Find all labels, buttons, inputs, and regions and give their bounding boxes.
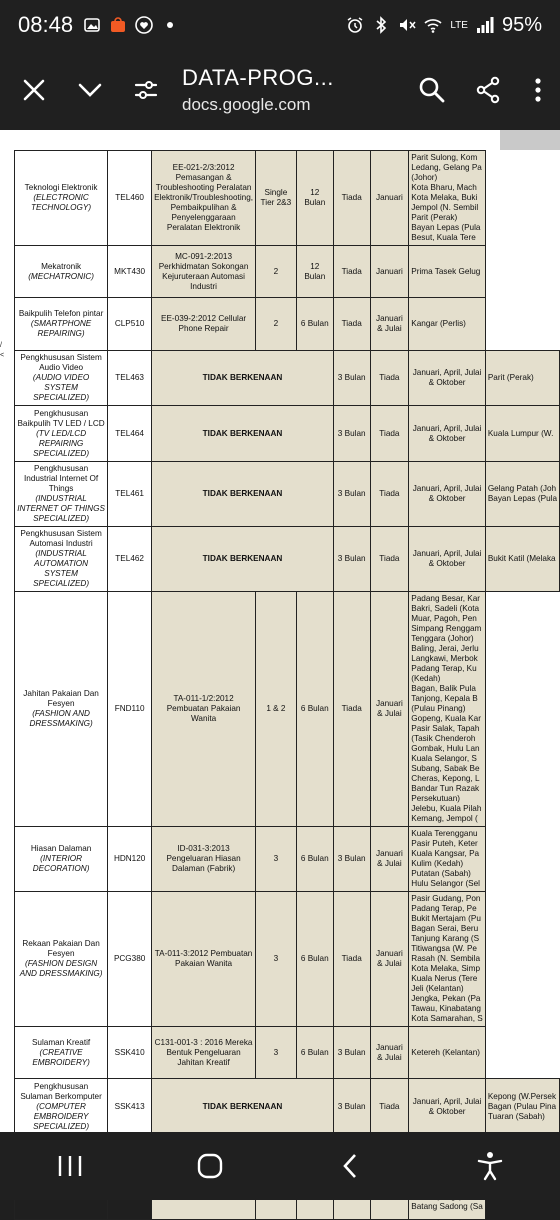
bluetooth-icon [372,16,390,34]
location-item: (Johor) [411,173,438,182]
duration-cell: 6 Bulan [296,1027,333,1079]
course-code-cell: FND110 [108,592,152,827]
location-item: Kepong (W.Persek [487,1091,557,1101]
course-name-cell [15,246,108,298]
standard-cell: EE-021-2/3:2012 Pemasangan & Troubleshooting Peralatan Elektronik/Troubleshooting, Pembaikpulihan & Penyelenggaraan Peralatan Elektronik [152,151,256,246]
course-code-cell: TEL461 [108,462,152,527]
course-name-cell [15,592,108,827]
course-name: Teknologi Elektronik [24,183,98,192]
location-item: Parit (Perak) [411,213,458,222]
table-row [15,351,560,406]
location-item: Bagan, Balik Pula [411,684,476,693]
back-icon [340,1152,360,1180]
wifi-icon [424,16,442,34]
course-name: Rekaan Pakaian Dan Fesyen [22,939,100,958]
table-row [15,592,560,827]
table-row [15,462,560,527]
page-title: DATA-PROG... [182,65,334,90]
level-cell: 3 [256,827,297,892]
location-item: Bandar Tun Razak [411,784,480,793]
course-name-en: (AUDIO VIDEO SYSTEM SPECIALIZED) [32,373,90,402]
location-item: Besut, Kuala Tere [411,233,476,242]
course-code-cell: PCG380 [108,892,152,1027]
location-item: Rasah (N. Sembila [411,954,480,963]
level-cell: 3 [256,1027,297,1079]
table-row [15,1079,560,1135]
course-name: Mekatronik [41,261,82,271]
location-item: Pasir Puteh, Keter [411,839,478,848]
ojt-cell: Tiada [370,1079,409,1135]
navigation-bar [0,1132,560,1200]
course-name-en: (INTERIOR DECORATION) [32,854,90,873]
table-row [15,298,560,351]
table-row [15,827,560,892]
standard-cell: C131-001-3 : 2016 Mereka Bentuk Pengeluaran Jahitan Kreatif [152,1027,256,1079]
intake-cell: Januari & Julai [370,827,409,892]
location-item: Kuala Terengganu [411,829,478,838]
page-url: docs.google.com [182,95,311,114]
location-item: Tenggara (Johor) [411,634,474,643]
course-name-cell [15,462,108,527]
duration-cell: 6 Bulan [296,892,333,1027]
recents-icon [57,1154,83,1178]
course-code-cell: HDN120 [108,827,152,892]
locations-cell [409,151,486,246]
course-code-cell: MKT430 [108,246,152,298]
ojt-cell: Tiada [333,592,370,827]
location-item: Batang Sadong (Sa [411,1202,483,1211]
location-item: (Kedah) [411,674,441,683]
course-name: Pengkhususan Sulaman Berkomputer [20,1081,102,1101]
location-item: Padang Terap, Ku [411,664,477,673]
course-name-en: (TV LED/LCD REPAIRING SPECIALIZED) [33,428,90,458]
duration-cell: 6 Bulan [296,827,333,892]
table-row [15,406,560,462]
location-item: Gombak, Hulu Lan [411,744,480,753]
intake-cell: Januari, April, Julai & Oktober [409,406,486,462]
locations-cell [409,827,486,892]
location-item: Subang, Sabak Be [411,764,480,773]
location-item: Cheras, Kepong, L [411,774,480,783]
location-item: Gelang Patah (Joh [487,484,557,493]
location-item: Prima Tasek Gelug [411,266,481,276]
not-applicable-cell: TIDAK BERKENAAN [152,1079,334,1135]
location-item: Parit (Perak) [487,373,534,382]
signal-icon [476,16,494,34]
location-item: Bagan Serai, Beru [411,924,479,933]
course-name: Sulaman Kreatif [31,1037,91,1047]
course-code-cell: SSK413 [108,1079,152,1135]
location-item: Kuala Lumpur (W. [487,428,554,438]
location-item: Bayan Lepas (Pula [487,494,557,503]
program-table [14,150,560,1220]
location-item: Kemang, Jempol ( [411,814,478,823]
course-code-cell: SSK410 [108,1027,152,1079]
not-applicable-cell: TIDAK BERKENAAN [152,527,334,592]
location-item: Bukit Mertajam (Pu [411,914,481,923]
accessibility-button[interactable] [460,1136,520,1196]
location-item: Kuala Kangsar, Pa [411,849,480,858]
duration-cell: 12 Bulan [296,246,333,298]
location-item: Persekutuan) [411,794,460,803]
location-item: Kulim (Kedah) [411,859,464,868]
course-name-en: (COMPUTER EMBROIDERY SPECIALIZED) [33,1101,90,1131]
clock: 08:48 [18,12,74,37]
location-item: Jengka, Pekan (Pa [411,994,481,1003]
more-button[interactable] [516,62,560,118]
location-item: Bagan (Pulau Pina [487,1101,557,1111]
locations-cell [485,527,559,592]
duration-cell: 3 Bulan [333,527,370,592]
duration-cell: 6 Bulan [296,298,333,351]
not-applicable-cell: TIDAK BERKENAAN [152,406,334,462]
course-name-cell [15,351,108,406]
location-item: Gopeng, Kuala Kar [411,714,481,723]
intake-cell: Januari, April, Julai & Oktober [409,1079,486,1135]
location-item: Kota Melaka, Buki [411,193,478,202]
table-row [15,892,560,1027]
location-item: Padang Besar, Kar [411,594,481,603]
course-name-en: (SMARTPHONE REPAIRING) [30,319,92,338]
location-item: Padang Terap, Pe [411,904,477,913]
course-code-cell: TEL462 [108,527,152,592]
location-item: Jelebu, Kuala Pilah [411,804,482,813]
location-item: Ketereh (Kelantan) [411,1047,481,1057]
location-item: Ledang, Gelang Pa [411,163,482,172]
course-name-en: (MECHATRONIC) [28,271,94,281]
duration-cell: 3 Bulan [333,462,370,527]
location-item: Parit Sulong, Kom [411,153,478,162]
margin-mark: / [0,342,2,349]
recents-button[interactable] [40,1136,100,1196]
location-item: Pasir Gudang, Pon [411,894,481,903]
document-viewport[interactable] [0,130,560,1211]
locations-cell [485,462,559,527]
duration-cell: 3 Bulan [333,1079,370,1135]
location-item: Tuaran (Sabah) [487,1111,545,1121]
notification-icons [83,16,179,34]
course-name-en: (CREATIVE EMBROIDERY) [32,1047,90,1067]
course-name-en: (ELECTRONIC TECHNOLOGY) [31,193,92,212]
level-cell: 3 [256,892,297,1027]
gallery-icon [83,16,101,34]
heart-app-icon [135,16,153,34]
accessibility-icon [476,1151,504,1181]
location-item: Hulu Selangor (Sel [411,879,481,888]
level-cell: 2 [256,246,297,298]
options-button[interactable] [118,62,174,118]
level-cell: 1 & 2 [256,592,297,827]
location-item: Langkawi, Merbok [411,654,478,663]
location-item: (Tasik Chenderoh [411,734,476,743]
locations-cell [485,1079,559,1135]
level-cell: Single Tier 2&3 [256,151,297,246]
locations-cell [409,892,486,1027]
locations-cell [485,406,559,462]
shopee-icon [109,16,127,34]
course-name-en: (FASHION AND DRESSMAKING) [29,709,93,728]
table-row [15,1027,560,1079]
course-name-en: (FASHION DESIGN AND DRESSMAKING) [19,959,103,978]
standard-cell: EE-039-2:2012 Cellular Phone Repair [152,298,256,351]
intake-cell: Januari, April, Julai & Oktober [409,351,486,406]
course-name: Jahitan Pakaian Dan Fesyen [23,689,99,708]
course-name-cell [15,151,108,246]
locations-cell [409,246,486,298]
course-name-cell [15,892,108,1027]
course-name-en: (INDUSTRIAL INTERNET OF THINGS SPECIALIZED) [17,494,105,523]
table-row [15,151,560,246]
course-name-cell [15,298,108,351]
level-cell: 2 [256,298,297,351]
course-name: Hiasan Dalaman [30,844,92,853]
location-item: Kangar (Perlis) [411,319,466,328]
ojt-cell: Tiada [370,351,409,406]
table-row [15,246,560,298]
location-item: Kuala Nerus (Tere [411,974,478,983]
intake-cell: Januari & Julai [370,892,409,1027]
course-code-cell: TEL463 [108,351,152,406]
location-item: Simpang Renggam [411,624,482,633]
more-vert-icon [534,77,542,103]
table-row [15,527,560,592]
course-name-cell [15,527,108,592]
course-name: Pengkhususan Sistem Automasi Industri [20,529,102,548]
course-name-en: (INDUSTRIAL AUTOMATION SYSTEM SPECIALIZED) [33,549,90,588]
page-top-edge [0,130,500,150]
home-button[interactable] [180,1136,240,1196]
location-item: Muar, Pagoh, Pen [411,614,477,623]
standard-cell: MC-091-2:2013 Perkhidmatan Sokongan Kejuruteraan Automasi Industri [152,246,256,298]
close-icon [22,78,46,102]
location-item: Bukit Katil (Melaka [487,554,556,563]
duration-cell: 3 Bulan [333,406,370,462]
location-item: Kota Melaka, Simp [411,964,480,973]
standard-cell: ID-031-3:2013 Pengeluaran Hiasan Dalaman (Fabrik) [152,827,256,892]
ojt-cell: Tiada [370,527,409,592]
intake-cell: Januari [370,246,409,298]
intake-cell: Januari & Julai [370,592,409,827]
course-name-cell [15,827,108,892]
search-button[interactable] [404,62,460,118]
intake-cell: Januari, April, Julai & Oktober [409,462,486,527]
alarm-icon [346,16,364,34]
location-item: Jeli (Kelantan) [411,984,464,993]
locations-cell [409,1027,486,1079]
ojt-cell: 3 Bulan [333,827,370,892]
chevron-down-icon [77,77,103,103]
course-code-cell: TEL460 [108,151,152,246]
back-button[interactable] [320,1136,380,1196]
standard-cell: TA-011-1/2:2012 Pembuatan Pakaian Wanita [152,592,256,827]
locations-cell [409,592,486,827]
intake-cell: Januari & Julai [370,298,409,351]
location-item: Bakri, Sadeli (Kota [411,604,480,613]
tune-icon [133,77,159,103]
intake-cell: Januari [370,151,409,246]
intake-cell: Januari, April, Julai & Oktober [409,527,486,592]
intake-cell: Januari & Julai [370,1027,409,1079]
system-icons [346,14,542,37]
share-button[interactable] [460,62,516,118]
duration-cell: 3 Bulan [333,351,370,406]
course-name: Pengkhususan Sistem Audio Video [20,353,102,372]
location-item: Titiwangsa (W. Pe [411,944,477,953]
home-icon [196,1152,224,1180]
location-item: Baling, Jerai, Jerlu [411,644,479,653]
title-block [182,65,404,115]
standard-cell: TA-011-3:2012 Pembuatan Pakaian Wanita [152,892,256,1027]
course-name-cell [15,1079,108,1135]
app-bar [0,50,560,130]
course-name: Pengkhususan Baikpulih TV LED / LCD [17,408,105,428]
locations-cell [485,351,559,406]
course-name: Baikpulih Telefon pintar [18,309,104,318]
ojt-cell: Tiada [333,892,370,1027]
close-button[interactable] [6,62,62,118]
location-item: Kota Bharu, Mach [411,183,477,192]
course-name-cell [15,406,108,462]
ojt-cell: Tiada [370,462,409,527]
ojt-cell: Tiada [333,246,370,298]
ojt-cell: Tiada [333,298,370,351]
battery-level: 95% [501,13,542,36]
dot-icon [161,16,179,34]
location-item: Jempol (N. Sembil [411,203,479,212]
course-name: Pengkhususan Industrial Internet Of Things [23,464,99,493]
location-item: Tanjong, Kepala B [411,694,478,703]
locations-cell [409,298,486,351]
location-item: (Pulau Pinang) [411,704,466,713]
network-label: LTE [450,19,468,31]
location-item: Bayan Lepas (Pula [411,223,481,232]
search-icon [418,76,446,104]
not-applicable-cell: TIDAK BERKENAAN [152,462,334,527]
ojt-cell: 3 Bulan [333,1027,370,1079]
location-item: Pasir Salak, Tapah [411,724,480,733]
course-code-cell: TEL464 [108,406,152,462]
location-item: Putatan (Sabah) [411,869,471,878]
location-item: Tanjung Karang (S [411,934,480,943]
location-item: Kuala Selangor, S [411,754,477,763]
course-name-cell [15,1027,108,1079]
ojt-cell: Tiada [333,151,370,246]
duration-cell: 12 Bulan [296,151,333,246]
location-item: Tawau, Kinabatang [411,1004,481,1013]
share-icon [474,76,502,104]
mute-icon [398,16,416,34]
not-applicable-cell: TIDAK BERKENAAN [152,351,334,406]
duration-cell: 6 Bulan [296,592,333,827]
location-item: Kota Samarahan, S [411,1014,483,1023]
margin-mark: < [0,352,5,359]
course-code-cell: CLP510 [108,298,152,351]
status-bar [0,0,560,50]
ojt-cell: Tiada [370,406,409,462]
collapse-button[interactable] [62,62,118,118]
